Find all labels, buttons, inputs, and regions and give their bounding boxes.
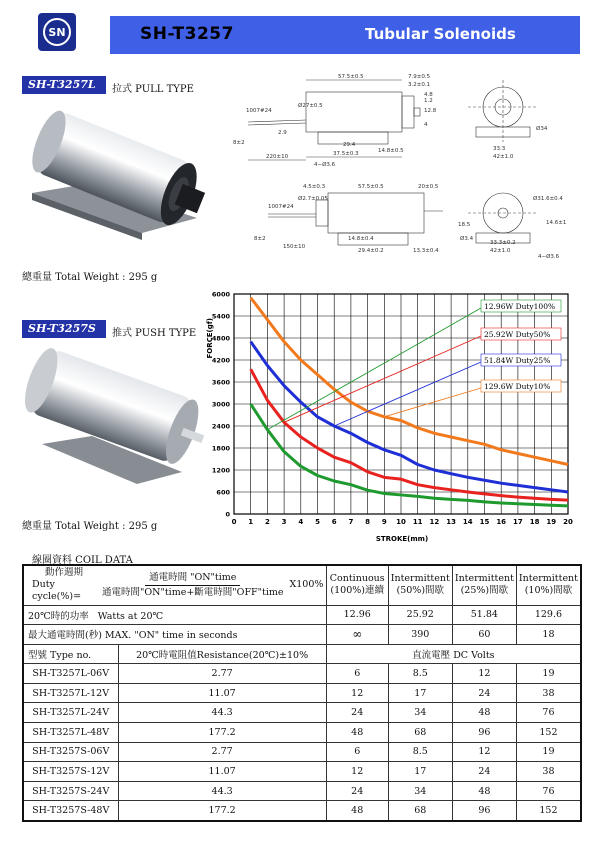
dc-volts-header: 直流電壓 DC Volts [326, 644, 581, 664]
company-logo [38, 13, 76, 51]
voltage-cell: 12 [326, 683, 388, 703]
resistance-cell: 177.2 [118, 723, 326, 743]
voltage-cell: 6 [326, 664, 388, 684]
push-dimension-drawing [228, 178, 593, 270]
table-header-row [23, 565, 581, 605]
x-tick-label: 11 [412, 518, 423, 526]
x-tick-label: 12 [429, 518, 440, 526]
dim-text: 1007#24 [268, 204, 294, 210]
dim-text: 42±1.0 [493, 154, 514, 160]
voltage-cell: 24 [452, 683, 516, 703]
max-on-value: 18 [516, 625, 581, 645]
dim-text: 1007#24 [246, 108, 272, 114]
pull-solenoid-photo [22, 98, 212, 248]
dim-text: 4−Ø3.6 [538, 254, 560, 260]
voltage-cell: 8.5 [388, 664, 452, 684]
y-tick-label: 1200 [211, 466, 230, 475]
y-tick-label: 1800 [211, 444, 230, 453]
resistance-cell: 11.07 [118, 762, 326, 782]
table-row [23, 781, 581, 801]
dim-text: 37.5±0.3 [333, 151, 359, 157]
dim-text: Ø31.6±0.4 [533, 196, 563, 202]
resistance-cell: 177.2 [118, 801, 326, 821]
x-tick-label: 9 [381, 518, 387, 526]
x-tick-label: 2 [264, 518, 270, 526]
formula-denominator: 通電時間"ON"time+斷電時間"OFF"time [102, 586, 284, 598]
max-on-value: 390 [388, 625, 452, 645]
pull-type-desc: 拉式 PULL TYPE [112, 84, 194, 95]
y-axis-label: FORCE(gf) [206, 318, 214, 359]
x-tick-label: 1 [248, 518, 254, 526]
power-value: 129.6 [516, 605, 581, 625]
x-tick-label: 14 [462, 518, 473, 526]
voltage-cell: 24 [326, 703, 388, 723]
x-tick-label: 0 [231, 518, 237, 526]
power-value: 12.96 [326, 605, 388, 625]
duty-label-en: Duty cycle(%)= [32, 579, 82, 603]
y-tick-label: 5400 [211, 312, 230, 321]
x-axis-label: STROKE(mm) [375, 535, 429, 543]
formula-multiplier: X100% [289, 579, 324, 591]
dim-text: Ø3.4 [460, 236, 474, 242]
y-tick-label: 2400 [211, 422, 230, 431]
dim-text: 33.3±0.2 [490, 240, 516, 246]
dim-text: 8±2 [254, 236, 266, 242]
x-tick-label: 7 [348, 518, 354, 526]
coil-data-table [22, 564, 582, 822]
voltage-cell: 34 [388, 781, 452, 801]
chart-grid [234, 294, 568, 514]
col-header: Intermittent (25%)間歇 [452, 565, 516, 605]
voltage-cell: 19 [516, 664, 581, 684]
type-no-cell: SH-T3257L-48V [23, 723, 118, 743]
duty-label-cn: 動作週期 [44, 567, 83, 579]
voltage-cell: 68 [388, 801, 452, 821]
max-on-value: 60 [452, 625, 516, 645]
y-tick-label: 6000 [211, 290, 230, 299]
table-row [23, 742, 581, 762]
dim-text: 57.5±0.5 [358, 184, 384, 190]
product-title: Tubular Solenoids [365, 25, 516, 43]
dim-text: 2.9 [278, 130, 287, 136]
y-tick-label: 600 [216, 488, 230, 497]
voltage-cell: 12 [326, 762, 388, 782]
table-row [23, 762, 581, 782]
type-no-cell: SH-T3257S-24V [23, 781, 118, 801]
x-tick-label: 13 [446, 518, 456, 526]
pull-type-label: SH-T3257L [22, 76, 106, 94]
dim-text: 20±0.5 [418, 184, 439, 190]
table-row [23, 703, 581, 723]
power-value: 25.92 [388, 605, 452, 625]
push-solenoid-photo [22, 344, 212, 494]
resistance-cell: 2.77 [118, 664, 326, 684]
max-on-row [23, 625, 581, 645]
dim-text: 29.4±0.2 [358, 248, 384, 254]
type-no-cell: SH-T3257S-48V [23, 801, 118, 821]
dim-text: Ø27±0.5 [298, 103, 323, 109]
voltage-cell: 12 [452, 664, 516, 684]
dim-text: 1.2 [424, 98, 433, 104]
table-row [23, 801, 581, 821]
dim-text: 220±10 [266, 154, 289, 160]
voltage-cell: 48 [452, 781, 516, 801]
power-label-cell: 20℃時的功率 Watts at 20℃ [23, 605, 326, 625]
push-type-desc: 推式 PUSH TYPE [112, 328, 197, 339]
dim-text: 3.2±0.1 [408, 82, 431, 88]
y-tick-label: 0 [225, 510, 230, 519]
voltage-cell: 48 [326, 723, 388, 743]
dim-text: 29.4 [343, 142, 356, 148]
type-no-cell: SH-T3257L-06V [23, 664, 118, 684]
coil-data-title: 線圈資料 COIL DATA [32, 555, 133, 566]
logo-mark: SN [43, 18, 71, 46]
page-header [0, 0, 600, 62]
dim-text: Ø2.7±0.05 [298, 196, 328, 202]
dim-text: 42±1.0 [490, 248, 511, 254]
voltage-cell: 152 [516, 801, 581, 821]
y-tick-label: 4200 [211, 356, 230, 365]
x-tick-label: 4 [298, 518, 304, 526]
dim-text: 7.9±0.5 [408, 74, 431, 80]
x-tick-label: 18 [529, 518, 540, 526]
type-no-cell: SH-T3257S-06V [23, 742, 118, 762]
x-tick-label: 16 [496, 518, 507, 526]
dim-text: 14.6±1 [546, 220, 567, 226]
voltage-cell: 19 [516, 742, 581, 762]
pull-weight: 總重量 Total Weight : 295 g [22, 272, 158, 283]
dim-text: 4.8 [424, 92, 433, 98]
voltage-cell: 34 [388, 703, 452, 723]
resistance-cell: 44.3 [118, 703, 326, 723]
dim-text: 150±10 [283, 244, 306, 250]
dim-text: 4−Ø3.6 [314, 162, 336, 168]
dim-text: 33.3 [493, 146, 506, 152]
legend-label: 25.92W Duty50% [484, 330, 551, 339]
voltage-cell: 24 [452, 762, 516, 782]
x-tick-label: 20 [563, 518, 573, 526]
dim-text: 14.8±0.5 [378, 148, 404, 154]
dim-text: 14.8±0.4 [348, 236, 374, 242]
voltage-cell: 38 [516, 762, 581, 782]
voltage-cell: 8.5 [388, 742, 452, 762]
duty-formula-cell [23, 565, 326, 605]
voltage-cell: 68 [388, 723, 452, 743]
type-no-cell: SH-T3257S-12V [23, 762, 118, 782]
x-tick-label: 15 [479, 518, 490, 526]
table-row [23, 723, 581, 743]
resistance-cell: 44.3 [118, 781, 326, 801]
voltage-cell: 96 [452, 723, 516, 743]
resistance-cell: 2.77 [118, 742, 326, 762]
power-value: 51.84 [452, 605, 516, 625]
voltage-cell: 48 [326, 801, 388, 821]
pull-dimension-drawing [228, 72, 593, 182]
type-no-cell: SH-T3257L-12V [23, 683, 118, 703]
voltage-cell: 24 [326, 781, 388, 801]
legend-label: 129.6W Duty10% [484, 382, 551, 391]
table-row [23, 664, 581, 684]
y-tick-label: 3600 [211, 378, 230, 387]
duty-fraction [102, 572, 283, 599]
col-header: Intermittent (50%)間歇 [388, 565, 452, 605]
push-type-label: SH-T3257S [22, 320, 106, 338]
dim-text: 8±2 [233, 140, 245, 146]
dim-text: Ø34 [536, 126, 548, 132]
power-row [23, 605, 581, 625]
dim-text: 57.5±0.5 [338, 74, 364, 80]
formula-numerator: 通電時間 "ON"time [145, 572, 240, 586]
dim-text: 12.8 [424, 108, 437, 114]
max-on-label: 最大通電時間(秒) MAX. "ON" time in seconds [23, 625, 326, 645]
type-no-header: 型號 Type no. [23, 644, 118, 664]
x-tick-label: 10 [396, 518, 406, 526]
push-weight: 總重量 Total Weight : 295 g [22, 521, 158, 532]
voltage-cell: 76 [516, 703, 581, 723]
subheader-row [23, 644, 581, 664]
force-stroke-chart [198, 286, 584, 546]
voltage-cell: 48 [452, 703, 516, 723]
resistance-cell: 11.07 [118, 683, 326, 703]
dim-text: 4 [424, 122, 428, 128]
voltage-cell: 96 [452, 801, 516, 821]
voltage-cell: 6 [326, 742, 388, 762]
voltage-cell: 152 [516, 723, 581, 743]
model-title: SH-T3257 [140, 24, 234, 44]
voltage-cell: 12 [452, 742, 516, 762]
type-no-cell: SH-T3257L-24V [23, 703, 118, 723]
dim-text: 13.3±0.4 [413, 248, 439, 254]
col-header: Intermittent (10%)間歇 [516, 565, 581, 605]
voltage-cell: 17 [388, 683, 452, 703]
max-on-value: ∞ [326, 625, 388, 645]
legend-label: 12.96W Duty100% [484, 302, 556, 311]
x-tick-label: 3 [281, 518, 287, 526]
voltage-cell: 76 [516, 781, 581, 801]
table-row [23, 683, 581, 703]
voltage-cell: 38 [516, 683, 581, 703]
x-tick-label: 6 [331, 518, 337, 526]
x-tick-label: 5 [315, 518, 320, 526]
y-tick-label: 4800 [211, 334, 230, 343]
x-tick-label: 8 [365, 518, 371, 526]
y-tick-label: 3000 [211, 400, 230, 409]
dim-text: 18.5 [458, 222, 471, 228]
dim-text: 4.5±0.3 [303, 184, 326, 190]
col-header: Continuous (100%)連續 [326, 565, 388, 605]
x-tick-label: 17 [513, 518, 523, 526]
voltage-cell: 17 [388, 762, 452, 782]
legend-label: 51.84W Duty25% [484, 356, 551, 365]
resistance-header: 20℃時電阻值Resistance(20℃)±10% [118, 644, 326, 664]
x-tick-label: 19 [546, 518, 557, 526]
